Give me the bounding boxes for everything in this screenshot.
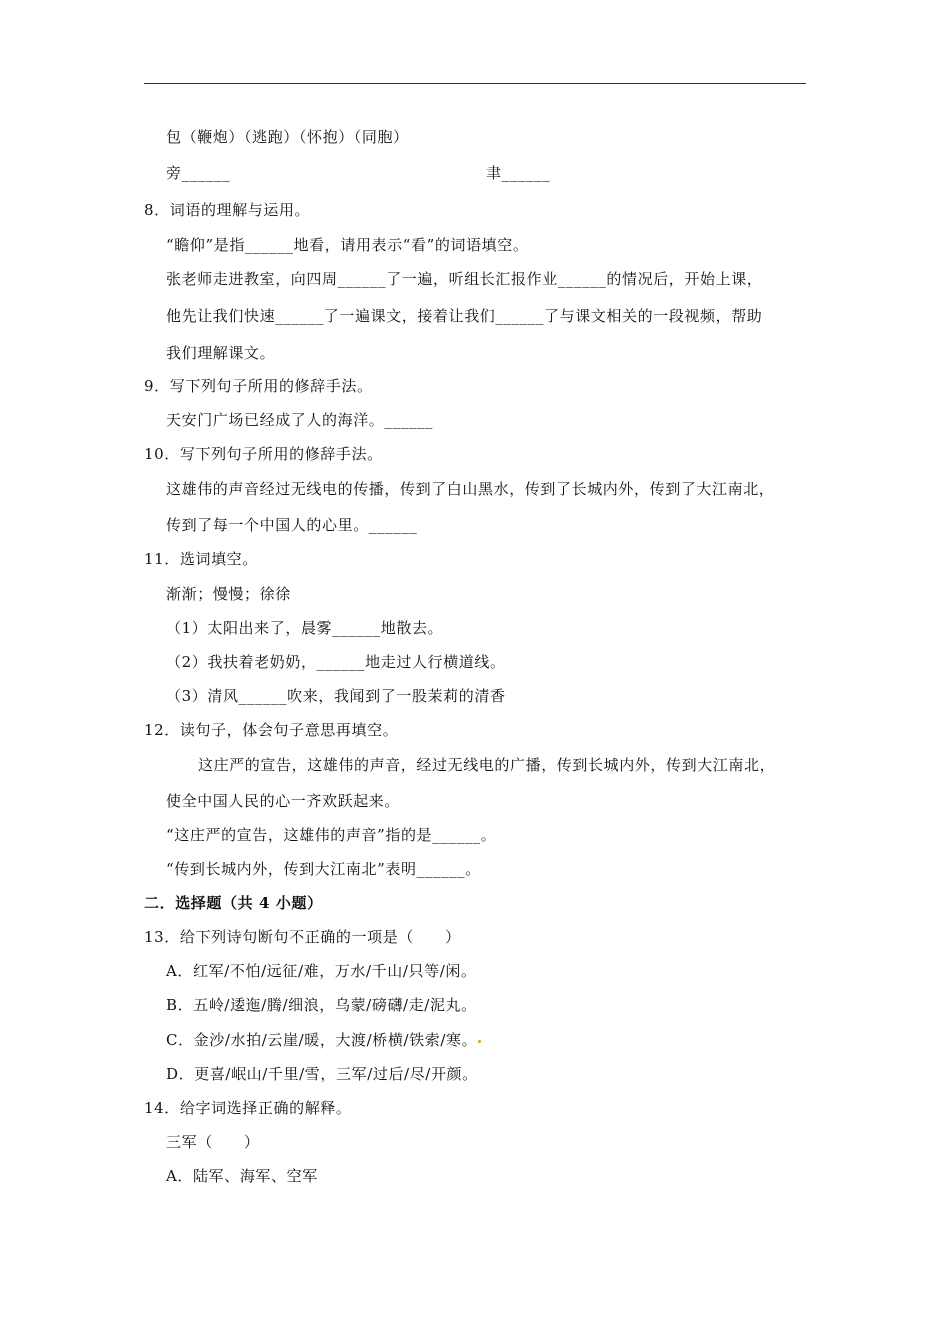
question-8-line: “瞻仰”是指______地看，请用表示“看”的词语填空。: [166, 236, 529, 254]
question-12-title: 12．读句子，体会句子意思再填空。: [144, 721, 399, 739]
marker-dot: [478, 1040, 481, 1043]
question-13-option-a: A．红军/不怕/远征/难，万水/千山/只等/闲。: [166, 962, 477, 980]
section-heading: 二．选择题（共 4 小题）: [144, 894, 323, 912]
question-13-title: 13．给下列诗句断句不正确的一项是（ ）: [144, 928, 461, 946]
blank-pang: 旁______: [166, 164, 231, 182]
question-9-title: 9．写下列句子所用的修辞手法。: [144, 377, 373, 395]
question-13-option-c: [166, 1031, 481, 1049]
question-12-paragraph: 这庄严的宣告，这雄伟的声音，经过无线电的广播，传到长城内外，传到大江南北，: [198, 756, 776, 774]
question-11-sentence: （3）清风______吹来，我闻到了一股茉莉的清香: [166, 687, 506, 705]
question-10-line: 这雄伟的声音经过无线电的传播，传到了白山黑水，传到了长城内外，传到了大江南北，: [166, 480, 775, 498]
question-8-line: 我们理解课文。: [166, 344, 276, 362]
question-11-sentence: （1）太阳出来了，晨雾______地散去。: [166, 619, 444, 637]
question-14-word: 三军（ ）: [166, 1133, 260, 1151]
question-11-title: 11．选词填空。: [144, 550, 258, 568]
question-8-title: 8．词语的理解与运用。: [144, 201, 311, 219]
question-12-ask: “传到长城内外，传到大江南北”表明______。: [166, 860, 481, 878]
question-11-sentence: （2）我扶着老奶奶，______地走过人行横道线。: [166, 653, 506, 671]
question-8-line: 他先让我们快速______了一遍课文，接着让我们______了与课文相关的一段视频，帮助: [166, 307, 763, 325]
question-10-title: 10．写下列句子所用的修辞手法。: [144, 445, 383, 463]
question-12-paragraph: 使全中国人民的心一齐欢跃起来。: [166, 792, 401, 810]
question-11-words: 渐渐；慢慢；徐徐: [166, 585, 291, 603]
header-rule: [144, 83, 806, 84]
question-13-option-b: B．五岭/逶迤/腾/细浪，乌蒙/磅礴/走/泥丸。: [166, 996, 477, 1014]
question-14-title: 14．给字词选择正确的解释。: [144, 1099, 352, 1117]
question-14-option-a: A．陆军、海军、空军: [166, 1167, 318, 1185]
question-9-line: 天安门广场已经成了人的海洋。______: [166, 411, 434, 429]
question-10-line: 传到了每一个中国人的心里。______: [166, 516, 418, 534]
question-8-line: 张老师走进教室，向四周______了一遍，听组长汇报作业______的情况后，开始上课，: [166, 270, 763, 288]
word-group-bao: 包（鞭炮）（逃跑）（怀抱）（同胞）: [166, 128, 409, 146]
question-13-option-d: D．更喜/岷山/千里/雪，三军/过后/尽/开颜。: [166, 1065, 478, 1083]
question-12-ask: “这庄严的宣告，这雄伟的声音”指的是______。: [166, 826, 497, 844]
blank-yu: 聿______: [486, 164, 551, 182]
option-c-text: C．金沙/水拍/云崖/暖，大渡/桥横/铁索/寒。: [166, 1031, 478, 1049]
